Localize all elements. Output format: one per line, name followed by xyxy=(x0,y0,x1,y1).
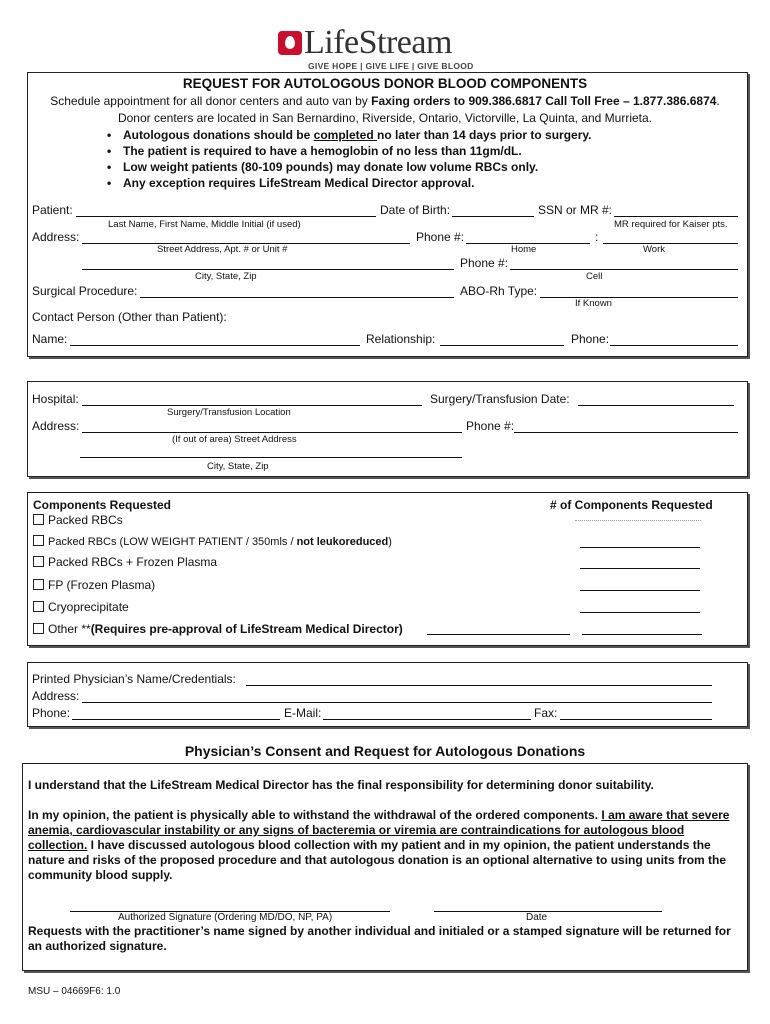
form-code: MSU – 04669F6: 1.0 xyxy=(28,986,121,997)
hospital-phone-label: Phone #: xyxy=(466,419,515,433)
hospital-phone-field[interactable] xyxy=(514,432,738,433)
item-other xyxy=(33,622,403,636)
patient-name-field[interactable] xyxy=(76,216,376,217)
hospital-address-sub: (If out of area) Street Address xyxy=(172,434,297,445)
item-cryo xyxy=(33,600,129,614)
physician-phone-field[interactable] xyxy=(72,719,280,720)
surgical-label: Surgical Procedure: xyxy=(32,284,138,298)
consent-paragraph-3: Requests with the practitioner’s name signed by another individual and initialed or a stamped signature will be returned for an authorized signature. xyxy=(28,924,731,953)
hospital-info-box xyxy=(27,381,748,477)
surgery-date-label: Surgery/Transfusion Date: xyxy=(430,392,570,406)
checkbox-cryo[interactable] xyxy=(33,601,44,612)
count-rbcs-plasma-field[interactable] xyxy=(580,568,700,569)
hospital-field[interactable] xyxy=(82,405,422,406)
physician-email-field[interactable] xyxy=(323,719,531,720)
work-sub: Work xyxy=(643,244,665,255)
patient-name-sub: Last Name, First Name, Middle Initial (if used) xyxy=(108,219,301,230)
item5-label: Cryoprecipitate xyxy=(48,600,129,614)
bullet-low-weight: • Low weight patients (80-109 pounds) may donate low volume RBCs only. xyxy=(123,160,538,174)
consent-title: Physician’s Consent and Request for Autologous Donations xyxy=(184,743,586,759)
components-header: Components Requested xyxy=(33,498,172,512)
surgical-field[interactable] xyxy=(140,297,454,298)
consent-p2-b: I have discussed autologous blood collection with my patient and in my opinion, the patient understands the nature and risks of the proposed procedure and that autologous donation is an optional alternative to using units from the community blood supply. xyxy=(28,838,727,882)
count-packed-rbcs-field[interactable] xyxy=(575,520,701,521)
patient-city-field[interactable] xyxy=(82,269,454,270)
physician-name-field[interactable] xyxy=(246,685,712,686)
physician-address-label: Address: xyxy=(32,689,80,703)
ssn-field[interactable] xyxy=(614,216,738,217)
form-title: REQUEST FOR AUTOLOGOUS DONOR BLOOD COMPONENTS xyxy=(182,76,588,91)
abo-sub: If Known xyxy=(575,298,612,309)
contact-phone-field[interactable] xyxy=(610,345,738,346)
ssn-label: SSN or MR #: xyxy=(538,203,613,217)
consent-p2-underlined: I am aware that severe anemia, cardiovascular instability or any signs of bacteremia or viremia are contraindications for autologous blood collection. xyxy=(28,808,730,852)
dob-label: Date of Birth: xyxy=(380,203,451,217)
item2-label-bold: not leukoreduced xyxy=(296,536,389,548)
item2-label-c: ) xyxy=(388,536,392,548)
item-rbcs-plasma xyxy=(33,555,217,569)
consent-p2-a: In my opinion, the patient is physically able to withstand the withdrawal of the ordered components. xyxy=(28,808,602,822)
fax-instr-end: . xyxy=(716,94,720,108)
bullet-exception: • Any exception requires LifeStream Medical Director approval. xyxy=(123,176,474,190)
patient-address-sub: Street Address, Apt. # or Unit # xyxy=(157,244,288,255)
components-count-header: # of Components Requested xyxy=(550,498,713,512)
checkbox-rbcs-plasma[interactable] xyxy=(33,556,44,567)
physician-address-field[interactable] xyxy=(82,702,712,703)
home-sub: Home xyxy=(511,244,537,255)
item-frozen-plasma xyxy=(33,578,155,592)
logo-tagline: GIVE HOPE | GIVE LIFE | GIVE BLOOD xyxy=(308,61,474,71)
bullet-hemoglobin: • The patient is required to have a hemoglobin of no less than 11gm/dL. xyxy=(123,144,522,158)
count-frozen-plasma-field[interactable] xyxy=(580,590,700,591)
hospital-address-label: Address: xyxy=(32,419,80,433)
consent-paragraph-2 xyxy=(28,808,740,883)
hospital-city-sub: City, State, Zip xyxy=(207,461,269,472)
contact-name-field[interactable] xyxy=(70,345,360,346)
patient-city-sub: City, State, Zip xyxy=(195,271,257,282)
contact-phone-label: Phone: xyxy=(571,332,610,346)
item1-label: Packed RBCs xyxy=(48,513,123,527)
contact-person-label: Contact Person (Other than Patient): xyxy=(32,310,227,324)
checkbox-low-weight[interactable] xyxy=(33,535,44,546)
work-phone-field[interactable] xyxy=(603,243,738,244)
bullet1-text-a: Autologous donations should be xyxy=(123,128,314,142)
hospital-city-field[interactable] xyxy=(80,457,462,458)
signature-date-field[interactable] xyxy=(434,911,662,912)
count-low-weight-field[interactable] xyxy=(580,547,700,548)
count-cryo-field[interactable] xyxy=(580,612,700,613)
other-description-field[interactable] xyxy=(427,634,570,635)
fax-instr-prefix: Schedule appointment for all donor centers and auto van by xyxy=(50,94,372,108)
ssn-sub: MR required for Kaiser pts. xyxy=(614,219,728,230)
hospital-label: Hospital: xyxy=(32,392,79,406)
relationship-label: Relationship: xyxy=(366,332,436,346)
contact-name-label: Name: xyxy=(32,332,68,346)
bullet1-underlined: completed xyxy=(313,128,378,142)
logo-name: LifeStream xyxy=(304,24,452,61)
physician-fax-label: Fax: xyxy=(534,706,558,720)
item6-label-bold: (Requires pre-approval of LifeStream Medical Director) xyxy=(90,622,403,636)
physician-email-label: E-Mail: xyxy=(284,706,322,720)
item-packed-rbcs xyxy=(33,513,123,527)
abo-label: ABO-Rh Type: xyxy=(460,284,538,298)
item6-label-a: Other ** xyxy=(48,622,91,636)
count-other-field[interactable] xyxy=(582,634,702,635)
physician-fax-field[interactable] xyxy=(560,719,712,720)
fax-number: Faxing orders to 909.386.6817 Call Toll Free – 1.877.386.6874 xyxy=(371,94,717,108)
item2-label-a: Packed RBCs (LOW WEIGHT PATIENT / 350mls / xyxy=(48,536,297,548)
physician-phone-label: Phone: xyxy=(32,706,71,720)
item-packed-rbcs-low-weight xyxy=(33,535,392,548)
patient-label: Patient: xyxy=(32,203,73,217)
donor-centers-line: Donor centers are located in San Bernardino, Riverside, Ontario, Victorville, La Quinta, and Murrieta. xyxy=(117,111,653,125)
date-sub: Date xyxy=(526,912,548,923)
relationship-field[interactable] xyxy=(440,345,564,346)
patient-phone-label: Phone #: xyxy=(416,230,465,244)
patient-address-label: Address: xyxy=(32,230,80,244)
checkbox-frozen-plasma[interactable] xyxy=(33,579,44,590)
checkbox-other[interactable] xyxy=(33,623,44,634)
cell-phone-label: Phone #: xyxy=(460,256,509,270)
hospital-sub: Surgery/Transfusion Location xyxy=(167,407,291,418)
cell-sub: Cell xyxy=(586,271,603,282)
item3-label: Packed RBCs + Frozen Plasma xyxy=(48,555,218,569)
signature-sub: Authorized Signature (Ordering MD/DO, NP, PA) xyxy=(118,912,333,923)
cell-phone-field[interactable] xyxy=(510,269,738,270)
physician-name-label: Printed Physician’s Name/Credentials: xyxy=(32,672,236,686)
surgery-date-field[interactable] xyxy=(578,405,734,406)
phone-separator: : xyxy=(595,230,599,244)
hospital-address-field[interactable] xyxy=(82,432,462,433)
item4-label: FP (Frozen Plasma) xyxy=(48,578,156,592)
checkbox-packed-rbcs[interactable] xyxy=(33,514,44,525)
dob-field[interactable] xyxy=(452,216,534,217)
fax-instructions xyxy=(0,94,770,108)
abo-field[interactable] xyxy=(540,297,738,298)
consent-paragraph-1: I understand that the LifeStream Medical Director has the final responsibility for determining donor suitability. xyxy=(28,778,654,792)
blood-drop-icon xyxy=(278,31,302,55)
bullet1-text-b: no later than 14 days prior to surgery. xyxy=(377,128,592,142)
bullet-completion xyxy=(123,128,592,142)
